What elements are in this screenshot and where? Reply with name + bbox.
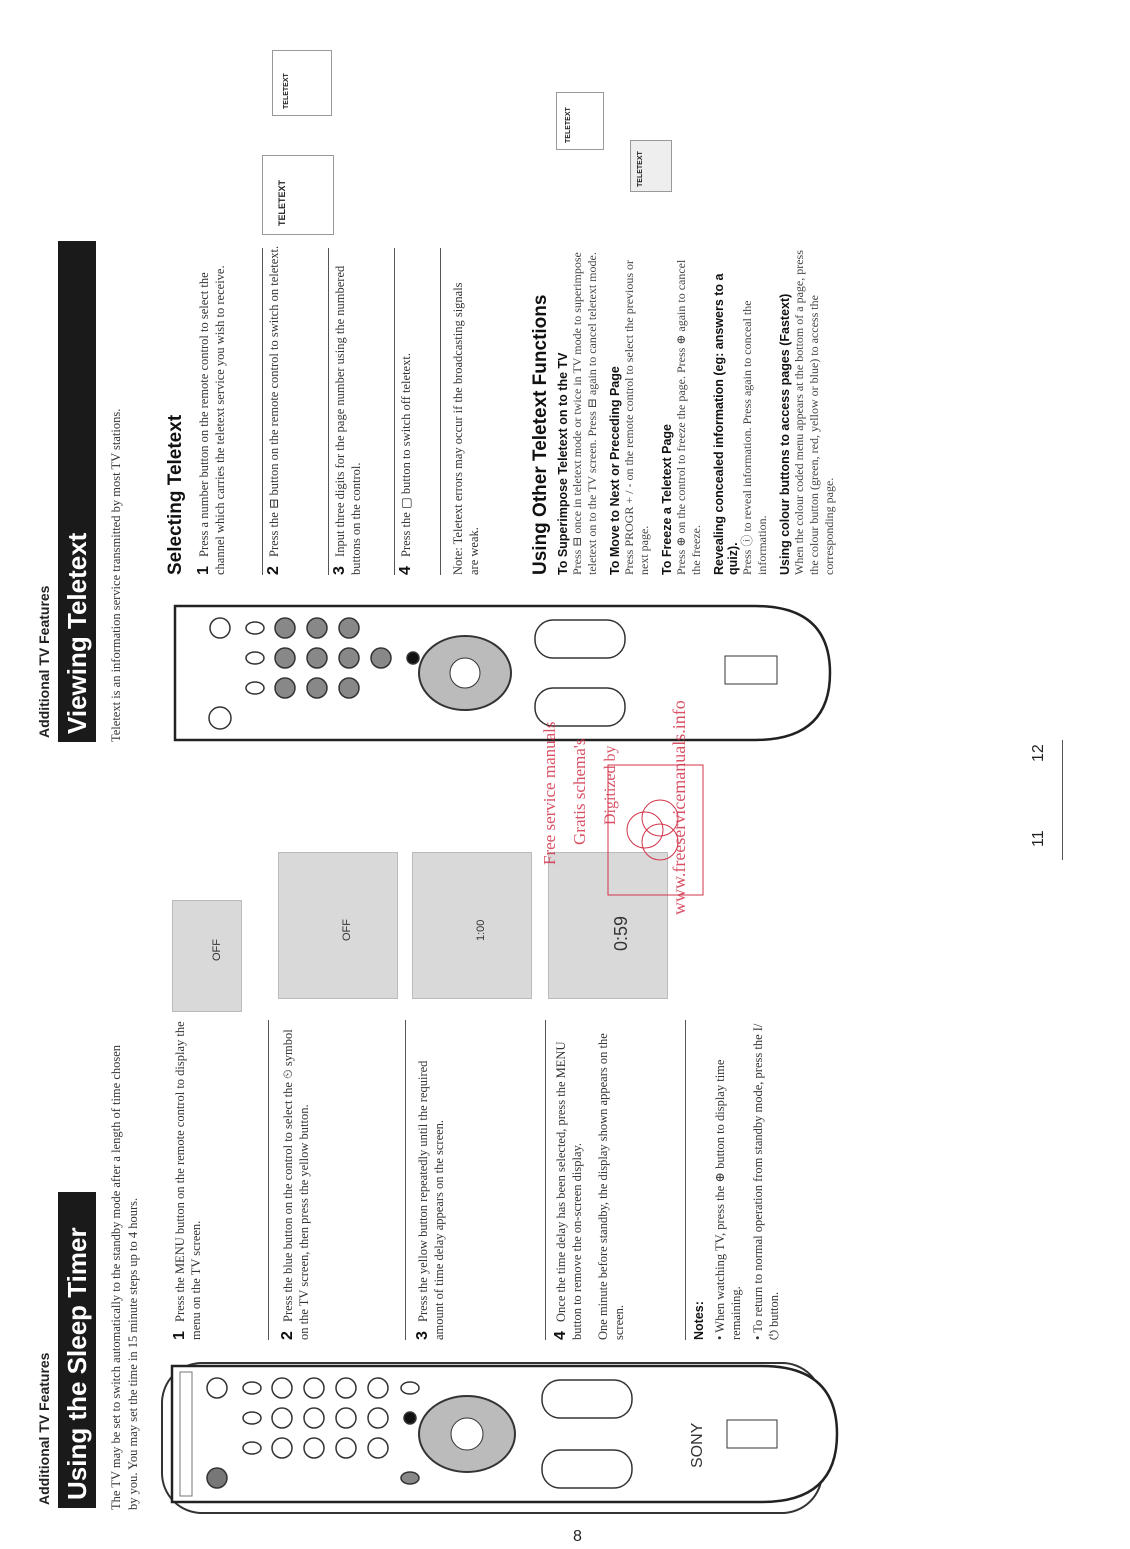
page-number-11-text: 11: [1030, 830, 1047, 847]
left-note-1-text: When watching TV, press the ⊕ button to display time remaining.: [713, 1059, 743, 1340]
right-step-divider-1: [262, 248, 263, 575]
left-step-1-num: 1: [171, 1331, 188, 1340]
function-2-heading: To Move to Next or Preceding Page: [608, 366, 622, 575]
left-step-1: [172, 1020, 204, 1340]
sleep-screen-3: [412, 852, 532, 999]
teletext-screen-1-label: TELETEXT: [277, 179, 287, 226]
sleep-screen-1: [172, 900, 242, 1012]
function-4-text: Press ⓘ to reveal information. Press again to conceal the information.: [740, 300, 769, 575]
page-number-12-text: 12: [1030, 744, 1047, 762]
right-step-2-num: 2: [265, 566, 282, 575]
remote-control-left-body: [162, 1358, 842, 1510]
function-2-text: Press PROGR + / - on the remote control to select the previous or next page.: [622, 259, 651, 575]
left-step-divider-1: [268, 1020, 269, 1340]
teletext-screen-4: [630, 140, 672, 192]
left-step-3: [415, 1020, 447, 1340]
right-step-3-num: 3: [331, 566, 348, 575]
sleep-screen-4-value: 0:59: [611, 915, 631, 951]
right-step-1-num: 1: [195, 566, 212, 575]
remote-left-brand: SONY: [689, 1422, 706, 1468]
left-note-2-text: To return to normal operation from standby mode, press the I/⏻ button.: [751, 1023, 781, 1340]
watermark-line-1: Free service manuals: [540, 721, 559, 865]
function-1-heading: To Superimpose Teletext on to the TV: [556, 352, 570, 575]
left-step-1-text: Press the MENU button on the remote control to display the menu on the TV screen.: [173, 1021, 203, 1340]
teletext-screen-1: [262, 155, 334, 235]
left-notes-heading: Notes:: [692, 1301, 706, 1340]
teletext-screen-4-label: TELETEXT: [637, 151, 644, 187]
left-note-1: • When watching TV, press the ⊕ button to display time remaining.: [713, 1059, 743, 1340]
right-step-4-text: Press the ▢ button to switch off teletext.: [399, 353, 413, 557]
left-step-4: [553, 1020, 627, 1340]
sleep-screen-2-value: OFF: [341, 919, 353, 941]
sleep-screen-3-value: 1:00: [475, 919, 487, 941]
left-step-3-text: Press the yellow button repeatedly until the required amount of time delay appears on the screen.: [416, 1060, 446, 1340]
right-step-divider-2: [328, 248, 329, 575]
left-step-4-text: Once the time delay has been selected, press the MENU button to remove the on-screen display.: [554, 1041, 584, 1340]
right-page-title: Viewing Teletext: [58, 241, 96, 742]
right-step-4: [398, 245, 414, 575]
right-step-divider-3: [394, 248, 395, 575]
left-section-label: Additional TV Features: [36, 1352, 52, 1505]
left-step-divider-2: [405, 1020, 406, 1340]
teletext-screen-2-label: TELETEXT: [283, 73, 290, 109]
function-5-heading: Using colour buttons to access pages (Fastext): [778, 293, 792, 575]
function-1-text: Press ⊟ once in teletext mode or twice in TV mode to superimpose teletext on to the TV screen. Press ⊟ again to cancel teletext mode.: [570, 252, 599, 575]
sleep-screen-2: [278, 852, 398, 999]
right-step-1-text: Press a number button on the remote control to select the channel which carries the teletext service you wish to receive.: [197, 265, 227, 575]
right-note: Note: Teletext errors may occur if the broadcasting signals are weak.: [451, 282, 481, 575]
watermark: [540, 560, 780, 915]
left-step-3-num: 3: [414, 1331, 431, 1340]
teletext-screen-3: [556, 92, 604, 150]
watermark-line-3: Digitized by: [602, 745, 619, 825]
left-step-2-num: 2: [279, 1331, 296, 1340]
sleep-screen-1-value: OFF: [211, 939, 223, 961]
right-intro: Teletext is an information service transmitted by most TV stations.: [109, 408, 123, 742]
other-functions-heading: Using Other Teletext Functions: [530, 294, 551, 575]
right-step-3-text: Input three digits for the page number using the numbered buttons on the control.: [333, 265, 363, 575]
teletext-screen-2: [272, 50, 332, 116]
left-step-2-text: Press the blue button on the control to select the ⏲ symbol on the TV screen, then press the yellow button.: [281, 1029, 311, 1340]
left-intro: The TV may be set to switch automatically to the standby mode after a length of time chosen by you. You may set the time in 15 minute steps up to 4 hours.: [109, 1044, 140, 1510]
function-3-heading: To Freeze a Teletext Page: [660, 424, 674, 575]
page-bottom-rule: [1062, 740, 1063, 860]
left-page-title: Using the Sleep Timer: [58, 1192, 96, 1508]
left-notes: [692, 1020, 782, 1340]
right-section-label: Additional TV Features: [36, 585, 52, 738]
left-notes-divider: [685, 1020, 686, 1340]
right-step-4-num: 4: [397, 566, 414, 575]
right-step-2: [266, 245, 282, 575]
teletext-functions: [556, 245, 837, 575]
left-step-divider-3: [545, 1020, 546, 1340]
left-step-4-num: 4: [552, 1331, 569, 1340]
watermark-line-2: Gratis schema's: [570, 738, 589, 845]
watermark-line-4: www.freeservicemanuals.info: [669, 700, 689, 915]
function-4-heading: Revealing concealed information (eg: answers to a quiz).: [712, 273, 740, 575]
right-note-divider: [440, 248, 441, 575]
right-step-3: [332, 245, 364, 575]
selecting-teletext-heading: Selecting Teletext: [165, 414, 186, 575]
teletext-screen-3-label: TELETEXT: [565, 107, 572, 143]
function-3-text: Press ⊕ on the control to freeze the page. Press ⊕ again to cancel the freeze.: [674, 259, 703, 575]
right-step-1: [196, 245, 228, 575]
function-5-text: When the colour coded menu appears at the bottom of a page, press the colour button (green, red, yellow or blue) to access the corresponding page.: [792, 250, 836, 575]
left-step-2: [280, 1020, 312, 1340]
left-step-4-extra: One minute before standby, the display shown appears on the screen.: [596, 1033, 626, 1340]
left-note-2: • To return to normal operation from standby mode, press the I/⏻ button.: [751, 1023, 781, 1340]
left-page-number: 8: [573, 1528, 582, 1545]
right-step-2-text: Press the ⊟ button on the remote control to switch on teletext.: [267, 245, 281, 557]
